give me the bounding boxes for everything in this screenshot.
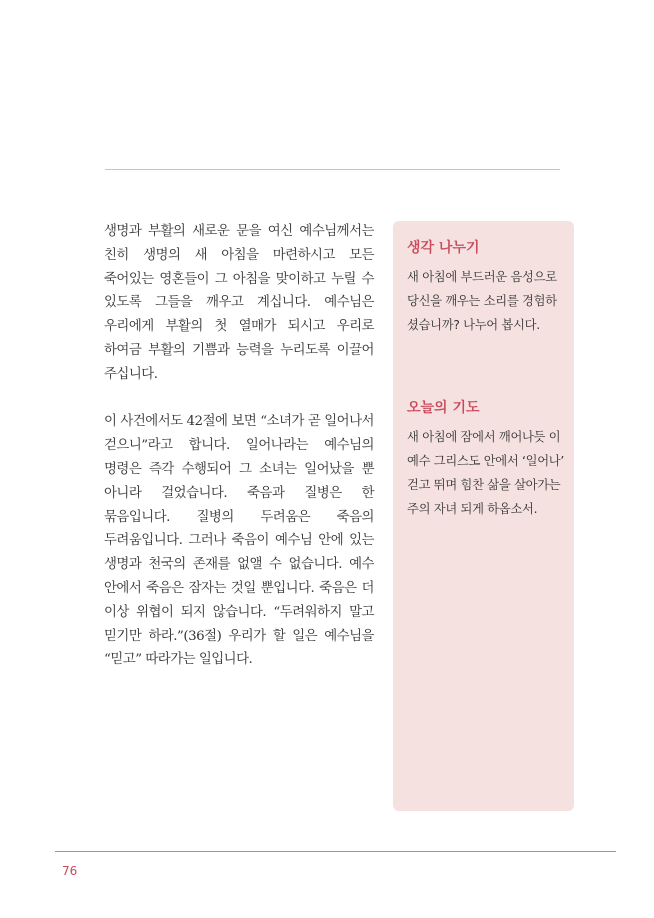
page-number: 76 [62,864,78,878]
main-text [104,220,374,696]
top-divider [105,169,560,170]
sidebar-box [393,221,574,811]
share-section [407,239,565,337]
prayer-body: 새 아침에 잠에서 깨어나듯 이 예수 그리스도 안에서 ‘일어나’ 걷고 뛰며 힘찬 삶을 살아가는 주의 자녀 되게 하옵소서. [407,430,564,516]
bottom-divider [55,851,616,852]
share-title: 생각 나누기 [407,240,480,256]
prayer-title: 오늘의 기도 [407,400,480,416]
main-paragraph: 생명과 부활의 새로운 문을 여신 예수님께서는 친히 생명의 새 아침을 마련하시고 모든 죽어있는 영혼들이 그 아침을 맞이하고 누릴 수 있도록 그들을 깨우고 계십니다. 예수님은 우리에게 부활의 첫 열매가 되시고 우리로 하여금 부활의 기쁨과 능력을 누리도록 이끌어 주십니다. [104,224,374,382]
main-paragraph: 이 사건에서도 42절에 보면 “소녀가 곧 일어나서 걷으니”라고 합니다. 일어나라는 예수님의 명령은 즉각 수행되어 그 소녀는 일어났을 뿐 아니라 걸었습니다. 죽음과 질병은 한 묶음입니다. 질병의 두려움은 죽음의 두려움입니다. 그러나 죽음이 예수님 안에 있는 생명과 천국의 존재를 없앨 수 없습니다. 예수 안에서 죽음은 잠자는 것일 뿐입니다. 죽음은 더 이상 위협이 되지 않습니다. “두려워하지 말고 믿기만 하라.”(36절) 우리가 할 일은 예수님을 “믿고” 따라가는 일입니다. [104,414,374,668]
share-body: 새 아침에 부드러운 음성으로 당신을 깨우는 소리를 경험하셨습니까? 나누어 봅시다. [407,270,557,332]
prayer-section [407,399,565,521]
